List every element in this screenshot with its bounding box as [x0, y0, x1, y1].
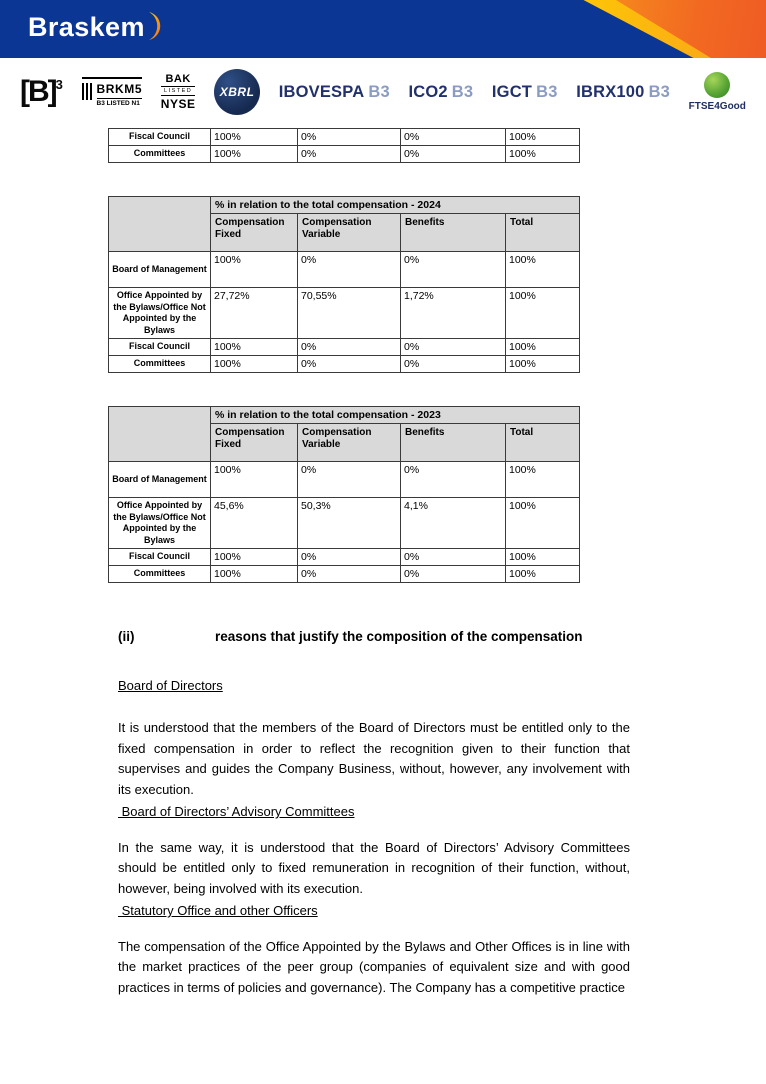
col-header-compensation-variable: [298, 424, 401, 462]
table-cell-label: Board of Management: [109, 462, 211, 498]
col-header-line: Compensation: [302, 217, 372, 228]
table-cell-label: Fiscal Council: [109, 549, 211, 566]
table-cell-value: 100%: [506, 146, 580, 163]
table-cell-label: Office Appointed by the Bylaws/Office Not Appointed by the Bylaws: [109, 498, 211, 549]
xbrl-label: XBRL: [219, 85, 255, 99]
b3-suffix: B3: [451, 82, 474, 101]
col-header-line: Compensation: [215, 427, 285, 438]
col-header-line: Compensation: [302, 427, 372, 438]
braskem-wordmark: Braskem: [28, 12, 145, 42]
col-header-total: Total: [506, 214, 580, 252]
table-cell-value: 100%: [211, 549, 298, 566]
table-cell-value: 100%: [506, 498, 580, 549]
table-cell-value: 100%: [211, 252, 298, 288]
paragraph-statutory-office: The compensation of the Office Appointed by the Bylaws and Other Offices is in line with the market practices of the peer group (companies of equivalent size and with good practices in terms of policies and governance). The Company has a competitive practice: [118, 938, 630, 995]
table-cell-value: 0%: [298, 129, 401, 146]
compensation-table-2023: [108, 406, 580, 583]
table-title: % in relation to the total compensation - 2023: [211, 407, 580, 424]
table-cell-value: 0%: [401, 252, 506, 288]
table-cell-label: Fiscal Council: [109, 339, 211, 356]
table-cell-value: 0%: [298, 566, 401, 583]
table-cell-value: 0%: [401, 146, 506, 163]
table-cell-value: 0%: [401, 462, 506, 498]
b3-logo: [20, 75, 63, 109]
item-heading-text: reasons that justify the composition of the compensation: [215, 629, 583, 644]
col-header-compensation-variable: [298, 214, 401, 252]
b3-suffix: B3: [368, 82, 390, 101]
table-row: [109, 252, 580, 288]
table-cell-value: 0%: [298, 462, 401, 498]
b3-logo-superscript: 3: [55, 77, 63, 92]
paragraph-advisory-committees: In the same way, it is understood that the Board of Directors’ Advisory Committees should be entitled only to fixed remuneration in recognition of their function, without, however, being involved with its execution.: [118, 839, 630, 896]
table-cell-value: 27,72%: [211, 288, 298, 339]
table-title: % in relation to the total compensation - 2024: [211, 197, 580, 214]
nyse-label: NYSE: [160, 97, 196, 111]
b3-logo-bracket: [B]: [20, 75, 56, 108]
table-cell-value: 100%: [506, 356, 580, 373]
bak-listed-label: LISTED: [161, 86, 196, 96]
table-row: [109, 146, 580, 163]
col-header-line: Fixed: [215, 439, 242, 450]
b3-suffix: B3: [536, 82, 558, 101]
ibovespa-label: IBOVESPA: [278, 82, 365, 101]
table-row: [109, 549, 580, 566]
brkm5-listing-logo: [82, 77, 143, 107]
table-cell-value: 4,1%: [401, 498, 506, 549]
section-heading-advisory-committees: Board of Directors’ Advisory Committees: [118, 804, 355, 819]
brkm5-segment: B3 LISTED N1: [97, 98, 143, 107]
table-cell-value: 0%: [401, 339, 506, 356]
document-content: [0, 128, 766, 998]
ibrx100-label: IBRX100: [576, 82, 645, 101]
table-cell-value: 100%: [506, 549, 580, 566]
ibovespa-index-logo: [279, 83, 390, 102]
table-cell-label: Committees: [109, 356, 211, 373]
table-row: [109, 129, 580, 146]
ico2-index-logo: [408, 83, 473, 102]
ftse-globe-icon: [704, 72, 730, 98]
igct-label: IGCT: [491, 82, 533, 101]
table-row: [109, 566, 580, 583]
table-row: [109, 356, 580, 373]
table-cell-value: 70,55%: [298, 288, 401, 339]
item-heading: [118, 627, 630, 648]
table-cell-value: 100%: [506, 129, 580, 146]
ftse-label: FTSE4Good: [688, 101, 746, 112]
table-row: [109, 498, 580, 549]
col-header-compensation-fixed: [211, 214, 298, 252]
item-number: (ii): [118, 629, 135, 644]
bak-ticker: BAK: [165, 73, 191, 85]
table-cell-value: 100%: [506, 566, 580, 583]
table-cell-value: 0%: [401, 549, 506, 566]
table-cell-value: 0%: [298, 146, 401, 163]
table-corner-cell: [109, 407, 211, 462]
paragraph-board-of-directors: It is understood that the members of the Board of Directors must be entitled only to the fixed compensation in order to reflect the recognition given to their function that supervises and guides the Company Business, without, however, any involvement with its execution.: [118, 720, 630, 797]
table-row: [109, 288, 580, 339]
table-cell-value: 0%: [298, 549, 401, 566]
table-cell-value: 0%: [298, 252, 401, 288]
table-title-row: [109, 407, 580, 424]
section-heading-statutory-office: Statutory Office and other Officers: [118, 903, 318, 918]
col-header-line: Variable: [302, 229, 341, 240]
braskem-swoosh-icon: [148, 12, 164, 40]
table-cell-value: 45,6%: [211, 498, 298, 549]
table-cell-value: 0%: [401, 566, 506, 583]
table-cell-label: Fiscal Council: [109, 129, 211, 146]
table-corner-cell: [109, 197, 211, 252]
table-cell-value: 50,3%: [298, 498, 401, 549]
table-cell-value: 100%: [211, 356, 298, 373]
xbrl-badge-icon: [214, 69, 260, 115]
col-header-benefits: Benefits: [401, 214, 506, 252]
table-cell-value: 100%: [506, 462, 580, 498]
carryover-compensation-table: [108, 128, 580, 163]
table-row: [109, 339, 580, 356]
braskem-header: [0, 0, 766, 58]
brkm5-ticker: BRKM5: [96, 82, 143, 96]
ico2-label: ICO2: [408, 82, 448, 101]
table-cell-value: 0%: [298, 339, 401, 356]
table-title-row: [109, 197, 580, 214]
table-cell-value: 100%: [211, 566, 298, 583]
listing-logo-strip: [0, 58, 766, 126]
table-cell-value: 100%: [506, 252, 580, 288]
col-header-line: Fixed: [215, 229, 242, 240]
ibrx100-index-logo: [576, 83, 670, 102]
text-section: [118, 627, 630, 998]
table-cell-label: Office Appointed by the Bylaws/Office Not Appointed by the Bylaws: [109, 288, 211, 339]
b3-suffix: B3: [648, 82, 671, 101]
table-cell-label: Board of Management: [109, 252, 211, 288]
section-heading-board-of-directors: Board of Directors: [118, 677, 223, 693]
table-cell-label: Committees: [109, 146, 211, 163]
braskem-logo: [28, 12, 164, 43]
nyse-listing-logo: [161, 73, 196, 111]
table-cell-value: 100%: [211, 339, 298, 356]
table-cell-value: 100%: [211, 462, 298, 498]
table-cell-label: Committees: [109, 566, 211, 583]
listed-bars-icon: [82, 82, 92, 100]
table-cell-value: 0%: [298, 356, 401, 373]
col-header-benefits: Benefits: [401, 424, 506, 462]
igct-index-logo: [492, 83, 558, 102]
table-cell-value: 100%: [506, 339, 580, 356]
compensation-table-2024: [108, 196, 580, 373]
table-cell-value: 100%: [211, 129, 298, 146]
table-row: [109, 462, 580, 498]
table-cell-value: 100%: [211, 146, 298, 163]
table-cell-value: 0%: [401, 129, 506, 146]
col-header-compensation-fixed: [211, 424, 298, 462]
table-cell-value: 0%: [401, 356, 506, 373]
col-header-line: Variable: [302, 439, 341, 450]
col-header-line: Compensation: [215, 217, 285, 228]
table-cell-value: 100%: [506, 288, 580, 339]
table-cell-value: 1,72%: [401, 288, 506, 339]
ftse4good-logo: [689, 72, 746, 112]
col-header-total: Total: [506, 424, 580, 462]
